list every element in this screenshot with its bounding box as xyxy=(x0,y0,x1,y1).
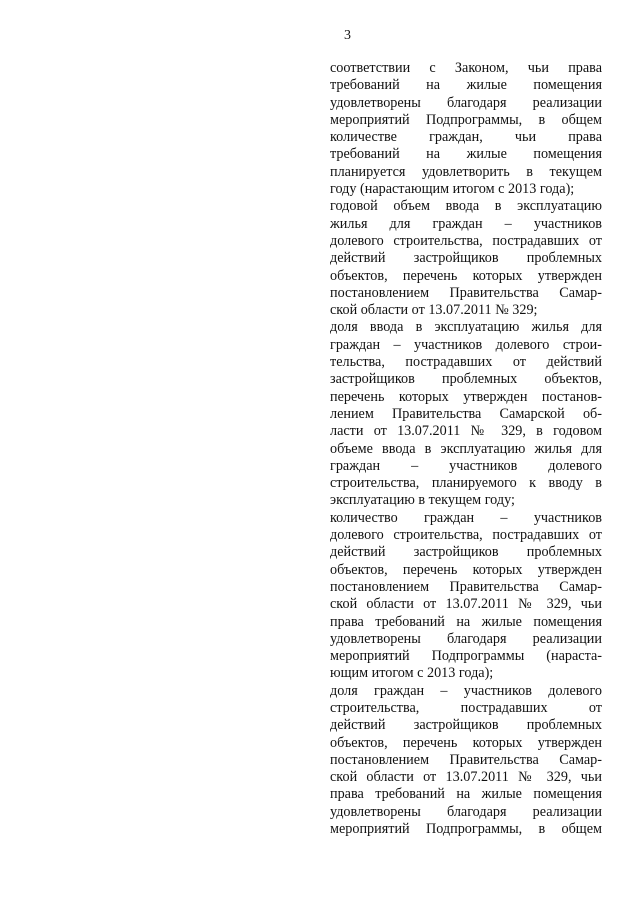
text-line: перечень которых утвержден постанов- xyxy=(330,388,602,405)
text-line: долевого строительства, пострадавших от xyxy=(330,527,602,544)
text-line: мероприятий Подпрограммы, в общем xyxy=(330,111,602,128)
text-line: ской области от 13.07.2011 № 329, чьи xyxy=(330,596,602,613)
text-line: объектов, перечень которых утвержден xyxy=(330,561,602,578)
text-line: строительства, планируемого к вводу в xyxy=(330,475,602,492)
text-line: жилья для граждан – участников xyxy=(330,215,602,232)
text-line: права требований на жилые помещения xyxy=(330,786,602,803)
text-line: действий застройщиков проблемных xyxy=(330,717,602,734)
text-line: ющим итогом с 2013 года); xyxy=(330,665,494,682)
text-line: действий застройщиков проблемных xyxy=(330,544,602,561)
text-line: постановлением Правительства Самар- xyxy=(330,578,602,595)
text-line: постановлением Правительства Самар- xyxy=(330,284,602,301)
text-line: ской области от 13.07.2011 № 329, чьи xyxy=(330,769,602,786)
text-column xyxy=(330,60,602,838)
text-line: требований на жилые помещения xyxy=(330,77,602,94)
text-line: строительства, пострадавших от xyxy=(330,699,602,716)
text-line: тельства, пострадавших от действий xyxy=(330,354,602,371)
text-line: доля граждан – участников долевого xyxy=(330,682,602,699)
text-line: удовлетворены благодаря реализации xyxy=(330,630,602,647)
text-line: ласти от 13.07.2011 № 329, в годовом xyxy=(330,423,602,440)
text-line: удовлетворены благодаря реализации xyxy=(330,803,602,820)
text-line: граждан – участников долевого xyxy=(330,457,602,474)
text-line: эксплуатацию в текущем году; xyxy=(330,492,515,509)
text-line: лением Правительства Самарской об- xyxy=(330,405,602,422)
text-line: ской области от 13.07.2011 № 329; xyxy=(330,302,538,319)
text-line: действий застройщиков проблемных xyxy=(330,250,602,267)
text-line: права требований на жилые помещения xyxy=(330,613,602,630)
text-line: постановлением Правительства Самар- xyxy=(330,751,602,768)
text-line: долевого строительства, пострадавших от xyxy=(330,232,602,249)
text-line: объектов, перечень которых утвержден xyxy=(330,267,602,284)
text-line: мероприятий Подпрограммы (нараста- xyxy=(330,648,602,665)
text-line: объеме ввода в эксплуатацию жилья для xyxy=(330,440,602,457)
text-line: годовой объем ввода в эксплуатацию xyxy=(330,198,602,215)
text-line: объектов, перечень которых утвержден xyxy=(330,734,602,751)
text-line: граждан – участников долевого строи- xyxy=(330,336,602,353)
text-line: количестве граждан, чьи права xyxy=(330,129,602,146)
text-line: мероприятий Подпрограммы, в общем xyxy=(330,821,602,838)
text-line: планируется удовлетворить в текущем xyxy=(330,163,602,180)
page-number: 3 xyxy=(344,28,351,43)
text-line: удовлетворены благодаря реализации xyxy=(330,94,602,111)
text-line: доля ввода в эксплуатацию жилья для xyxy=(330,319,602,336)
text-line: количество граждан – участников xyxy=(330,509,602,526)
text-line: году (нарастающим итогом с 2013 года); xyxy=(330,181,575,198)
text-line: застройщиков проблемных объектов, xyxy=(330,371,602,388)
text-line: соответствии с Законом, чьи права xyxy=(330,60,602,76)
text-line: требований на жилые помещения xyxy=(330,146,602,163)
